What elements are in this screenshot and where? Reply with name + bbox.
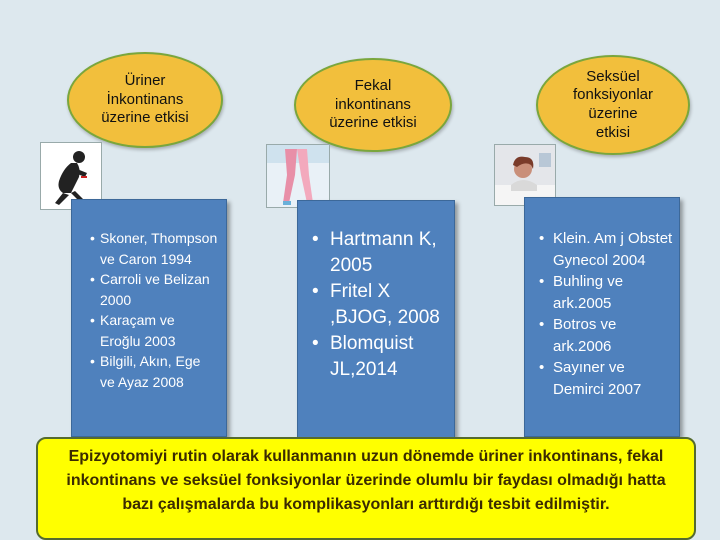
heading-sexual-function: Seksüel fonksiyonlar üzerine etkisi [536, 55, 690, 155]
list-item [312, 279, 446, 331]
references-panel-urinary [71, 199, 227, 437]
bullet-text: • Bilgili, Akın, Ege ve Ayaz 2008 [100, 353, 201, 390]
bullet-text: • Carroli ve Belizan 2000 [100, 271, 210, 308]
heading-fecal-incontinence: Fekal inkontinans üzerine etkisi [294, 58, 452, 152]
references-panel-fecal [297, 200, 455, 442]
list-item [90, 351, 218, 392]
heading-urinary-incontinence: Üriner İnkontinans üzerine etkisi [67, 52, 223, 148]
list-item [312, 227, 446, 279]
list-item [539, 357, 673, 400]
list-item [90, 228, 218, 269]
bullet-text: • Blomquist JL,2014 [330, 333, 414, 380]
references-panel-sexual [524, 197, 680, 437]
list-item [90, 310, 218, 351]
conclusion-text: Epizyotomiyi rutin olarak kullanmanın uzun dönemde üriner inkontinans, fekal inkontinans ve seksüel fonksiyonlar üzerinde olumlu bir faydası olmadığı hatta bazı çalışmalarda bu komplikasyonları arttırdığı tesbit edilmiştir. [66, 448, 666, 513]
bullet-text: • Klein. Am j Obstet Gynecol 2004 [553, 230, 673, 269]
bullet-text: • Karaçam ve Eroğlu 2003 [100, 312, 176, 349]
bullet-text: • Fritel X ,BJOG, 2008 [330, 281, 440, 328]
bullet-text: • Skoner, Thompson ve Caron 1994 [100, 230, 218, 267]
list-item [539, 228, 673, 271]
conclusion-box [36, 437, 696, 540]
list-item [539, 271, 673, 314]
bullet-text: • Sayıner ve Demirci 2007 [553, 359, 642, 398]
legs-figure-icon [266, 144, 330, 208]
list-item [312, 331, 446, 383]
bullet-text: • Botros ve ark.2006 [553, 316, 617, 355]
list-item [90, 269, 218, 310]
list-item [539, 314, 673, 357]
bullet-text: • Buhling ve ark.2005 [553, 273, 624, 312]
bullet-text: • Hartmann K, 2005 [330, 229, 437, 276]
